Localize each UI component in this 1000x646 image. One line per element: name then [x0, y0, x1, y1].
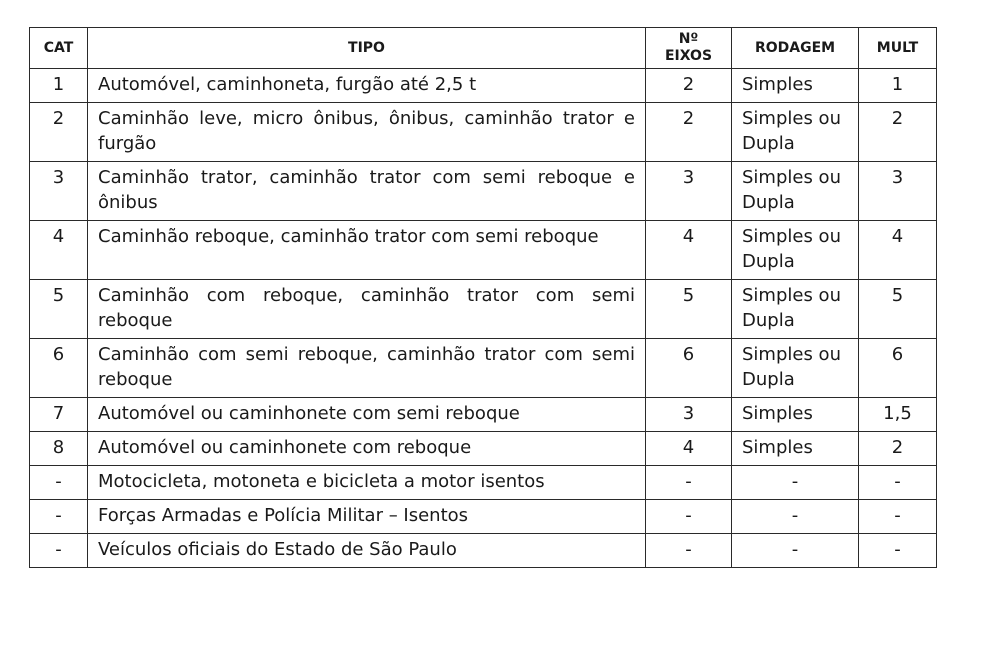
table-row: [30, 69, 937, 103]
cell-cat: -: [30, 466, 88, 500]
table-row: [30, 466, 937, 500]
cell-rodagem: Simples: [732, 69, 859, 103]
cell-rodagem: -: [732, 500, 859, 534]
header-cat: CAT: [30, 28, 88, 69]
cell-cat: 7: [30, 398, 88, 432]
cell-rodagem: [732, 103, 859, 162]
cell-eixos: -: [646, 534, 732, 568]
table-row: [30, 432, 937, 466]
cell-mult: 5: [859, 280, 937, 339]
header-rodagem: RODAGEM: [732, 28, 859, 69]
cell-rodagem: [732, 280, 859, 339]
table-row: [30, 280, 937, 339]
header-tipo: TIPO: [88, 28, 646, 69]
cell-tipo: Automóvel ou caminhonete com semi reboque: [88, 398, 646, 432]
table-row: [30, 162, 937, 221]
table-row: [30, 103, 937, 162]
cell-tipo: Caminhão trator, caminhão trator com semi reboque e ônibus: [88, 162, 646, 221]
cell-mult: 4: [859, 221, 937, 280]
cell-tipo: Automóvel, caminhoneta, furgão até 2,5 t: [88, 69, 646, 103]
cell-eixos: 6: [646, 339, 732, 398]
cell-mult: -: [859, 534, 937, 568]
table-row: [30, 534, 937, 568]
table-row: [30, 339, 937, 398]
cell-tipo: Caminhão com semi reboque, caminhão trator com semi reboque: [88, 339, 646, 398]
cell-mult: 2: [859, 103, 937, 162]
vehicle-category-table: [29, 27, 937, 568]
cell-rodagem: -: [732, 466, 859, 500]
cell-eixos: 2: [646, 103, 732, 162]
cell-rodagem: [732, 162, 859, 221]
cell-rodagem: Simples: [732, 398, 859, 432]
cell-eixos: -: [646, 500, 732, 534]
cell-rodagem-line1: Simples ou: [742, 226, 841, 247]
cell-tipo: Caminhão com reboque, caminhão trator com semi reboque: [88, 280, 646, 339]
cell-mult: 1,5: [859, 398, 937, 432]
cell-cat: 2: [30, 103, 88, 162]
cell-mult: 6: [859, 339, 937, 398]
cell-cat: 1: [30, 69, 88, 103]
table-row: [30, 500, 937, 534]
cell-rodagem-line2: Dupla: [742, 369, 795, 390]
cell-eixos: 3: [646, 162, 732, 221]
cell-tipo: Automóvel ou caminhonete com reboque: [88, 432, 646, 466]
cell-cat: -: [30, 500, 88, 534]
cell-rodagem-line2: Dupla: [742, 251, 795, 272]
cell-rodagem: Simples: [732, 432, 859, 466]
cell-rodagem-line1: Simples ou: [742, 108, 841, 129]
header-eixos-line1: Nº: [678, 31, 699, 47]
cell-cat: 5: [30, 280, 88, 339]
cell-cat: -: [30, 534, 88, 568]
table-row: [30, 221, 937, 280]
cell-tipo: Caminhão leve, micro ônibus, ônibus, caminhão trator e furgão: [88, 103, 646, 162]
cell-rodagem-line2: Dupla: [742, 192, 795, 213]
cell-eixos: 4: [646, 432, 732, 466]
header-eixos: [646, 28, 732, 69]
cell-mult: -: [859, 466, 937, 500]
cell-rodagem: [732, 339, 859, 398]
cell-eixos: -: [646, 466, 732, 500]
cell-eixos: 5: [646, 280, 732, 339]
cell-rodagem-line1: Simples ou: [742, 167, 841, 188]
header-eixos-line2: EIXOS: [664, 48, 713, 64]
cell-cat: 8: [30, 432, 88, 466]
cell-tipo: Veículos oficiais do Estado de São Paulo: [88, 534, 646, 568]
cell-tipo: Motocicleta, motoneta e bicicleta a motor isentos: [88, 466, 646, 500]
cell-eixos: 3: [646, 398, 732, 432]
cell-cat: 3: [30, 162, 88, 221]
cell-rodagem: -: [732, 534, 859, 568]
cell-rodagem-line1: Simples ou: [742, 344, 841, 365]
table-header-row: [30, 28, 937, 69]
cell-mult: 2: [859, 432, 937, 466]
table-row: [30, 398, 937, 432]
cell-eixos: 2: [646, 69, 732, 103]
header-mult: MULT: [859, 28, 937, 69]
cell-rodagem-line1: Simples ou: [742, 285, 841, 306]
cell-tipo: Forças Armadas e Polícia Militar – Isentos: [88, 500, 646, 534]
cell-eixos: 4: [646, 221, 732, 280]
cell-rodagem-line2: Dupla: [742, 133, 795, 154]
cell-mult: 3: [859, 162, 937, 221]
cell-mult: -: [859, 500, 937, 534]
cell-cat: 4: [30, 221, 88, 280]
cell-cat: 6: [30, 339, 88, 398]
cell-rodagem-line2: Dupla: [742, 310, 795, 331]
cell-rodagem: [732, 221, 859, 280]
cell-mult: 1: [859, 69, 937, 103]
cell-tipo: Caminhão reboque, caminhão trator com semi reboque: [88, 221, 646, 280]
